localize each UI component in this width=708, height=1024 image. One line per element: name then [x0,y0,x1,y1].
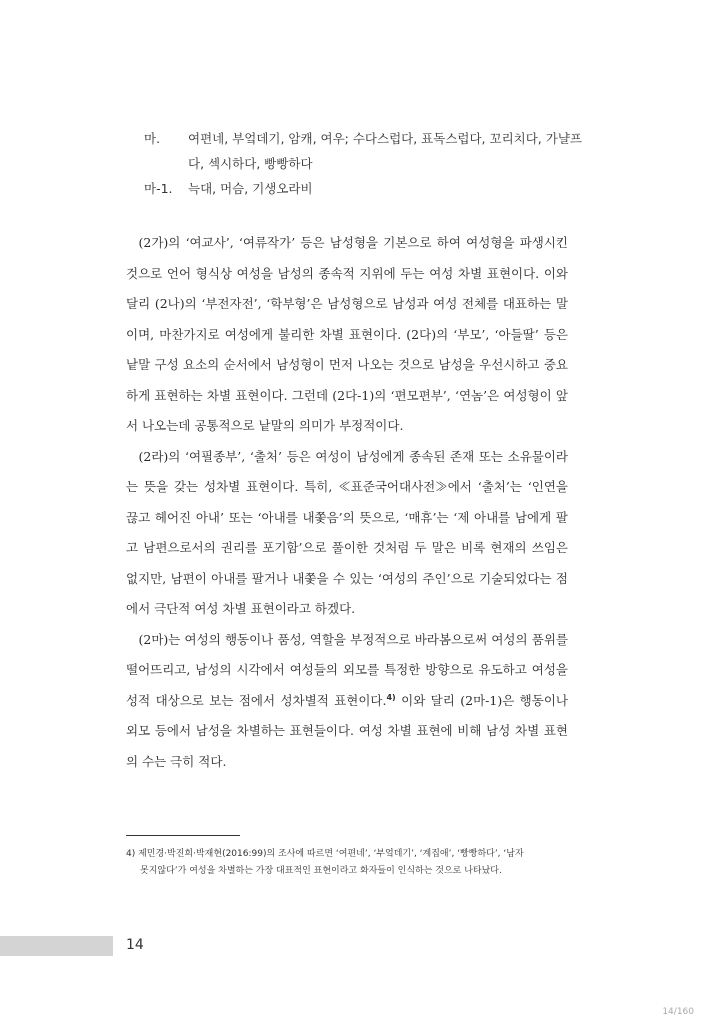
paragraph-text: 이와 달리 (2마-1)은 행동이나 외모 등에서 남성을 차별하는 표현들이다. 여성 차별 표현에 비해 남성 차별 표현의 수는 극히 적다. [126,692,568,769]
example-item-ma-1 [144,176,584,201]
paragraph [126,625,568,778]
example-list [144,126,584,201]
footnote-divider [126,835,240,836]
example-item-ma [144,126,584,176]
page-number-bar [0,936,113,956]
body-text [126,228,568,777]
footnote [126,846,572,880]
example-text: 늑대, 머슴, 기생오라비 [188,181,313,196]
footnote-line: 못지않다’가 여성을 차별하는 가장 대표적인 표현이라고 화자들이 인식하는 것으로 나타났다. [140,866,502,876]
page-number: 14 [126,937,144,953]
page-counter: 14/160 [662,1007,694,1017]
example-label: 마-1. [144,181,173,196]
example-label: 마. [144,131,161,146]
footnote-line: 4) 제민경·박진희·박재현(2016:99)의 조사에 따르면 ‘여편네’, ‘부엌데기’, ‘계집애’, ‘빵빵하다’, ‘남자 [126,849,524,859]
paragraph-text: (2마)는 여성의 행동이나 품성, 역할을 부정적으로 바라봄으로써 여성의 품위를 떨어뜨리고, 남성의 시각에서 여성들의 외모를 특정한 방향으로 유도하고 여성을 성적 대상으로 보는 점에서 성차별적 표현이다. [126,631,568,708]
footnote-reference[interactable]: 4) [386,692,396,702]
example-text: 여편네, 부엌데기, 암캐, 여우; 수다스럽다, 표독스럽다, 꼬리치다, 가냘프다, 섹시하다, 빵빵하다 [188,131,582,171]
paragraph: (2가)의 ‘여교사’, ‘여류작가’ 등은 남성형을 기본으로 하여 여성형을 파생시킨 것으로 언어 형식상 여성을 남성의 종속적 지위에 두는 여성 차별 표현이다. 이와 달리 (2나)의 ‘부전자전’, ‘학부형’은 남성형으로 남성과 여성 전체를 대표하는 말이며, 마찬가지로 여성에게 불리한 차별 표현이다. (2다)의 ‘부모’, ‘아들딸’ 등은 낱말 구성 요소의 순서에서 남성형이 먼저 나오는 것으로 남성을 우선시하고 중요하게 표현하는 차별 표현이다. 그런데 (2다-1)의 ‘편모편부’, ‘연놈’은 여성형이 앞서 나오는데 공통적으로 낱말의 의미가 부정적이다. [126,235,568,433]
paragraph: (2라)의 ‘여필종부’, ‘출처’ 등은 여성이 남성에게 종속된 존재 또는 소유물이라는 뜻을 갖는 성차별 표현이다. 특히, ≪표준국어대사전≫에서 ‘출처’는 ‘인연을 끊고 헤어진 아내’ 또는 ‘아내를 내쫓음’의 뜻으로, ‘매휴’는 ‘제 아내를 남에게 팔고 남편으로서의 권리를 포기함’으로 풀이한 것처럼 두 말은 비록 현재의 쓰임은 없지만, 남편이 아내를 팔거나 내쫓을 수 있는 ‘여성의 주인’으로 기술되었다는 점에서 극단적 여성 차별 표현이라고 하겠다. [126,448,568,616]
